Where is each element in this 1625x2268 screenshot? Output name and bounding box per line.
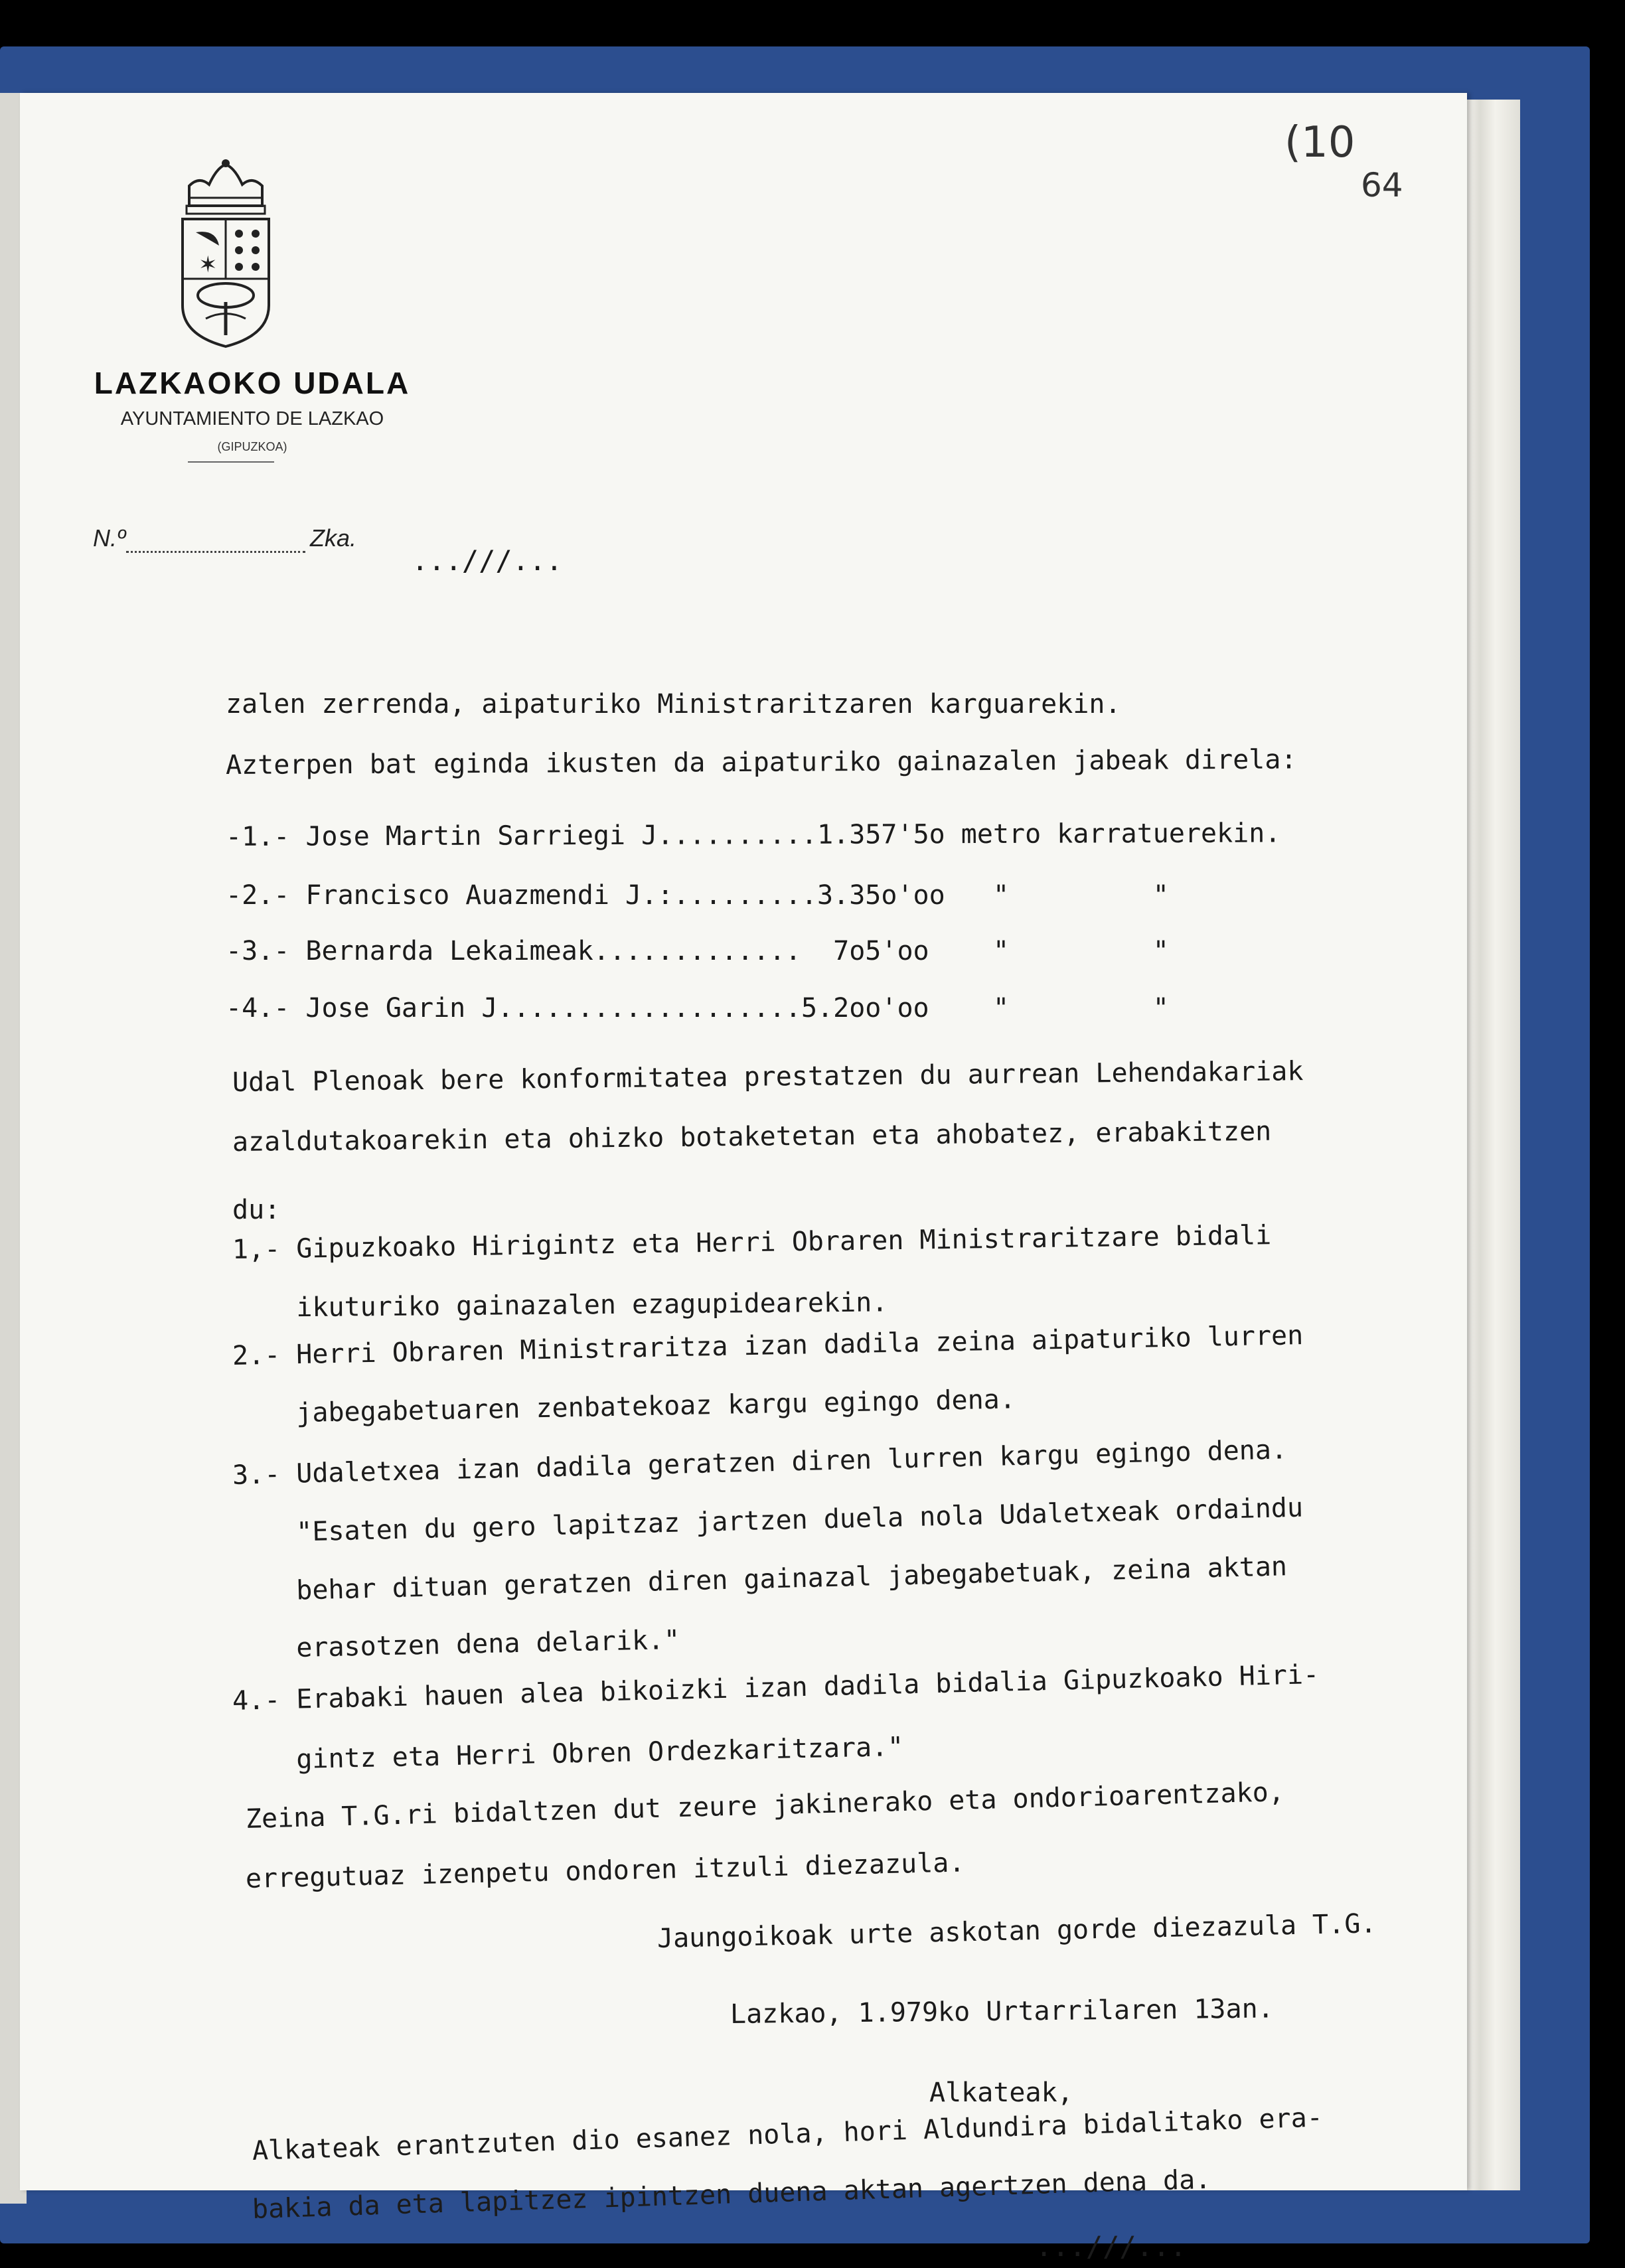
text-line: erasotzen dena delarik." — [232, 1624, 680, 1665]
text-line: bakia da eta lapitzez ipintzen duena aktan agertzen dena da. — [252, 2164, 1211, 2225]
letterhead-subtitle: AYUNTAMIENTO DE LAZKAO — [120, 408, 384, 429]
text-line: 3.- Udaletxea izan dadila geratzen diren lurren kargu egingo dena. — [232, 1434, 1288, 1491]
svg-text:✶: ✶ — [198, 252, 218, 278]
page-number: 64 — [1361, 166, 1403, 204]
text-line: -2.- Francisco Auazmendi J.:.........3.35o'oo " " — [226, 880, 1169, 911]
handwritten-annotation: (10 — [1284, 118, 1355, 167]
text-line: 1,- Gipuzkoako Hirigintz eta Herri Obraren Ministraritzare bidali — [232, 1220, 1272, 1265]
text-line: -1.- Jose Martin Sarriegi J..........1.357'5o metro karratuerekin. — [225, 818, 1281, 852]
document-page — [20, 93, 1467, 2263]
zka-label: Zka. — [310, 524, 357, 552]
letterhead-province: (GIPUZKOA) — [217, 440, 287, 453]
text-line: gintz eta Herri Obren Ordezkaritzara." — [232, 1731, 904, 1776]
text-line: 2.- Herri Obraren Ministraritza izan dadila zeina aipaturiko lurren — [232, 1320, 1304, 1371]
text-line: erregutuaz izenpetu ondoren itzuli diezazula. — [245, 1847, 965, 1894]
text-line: "Esaten du gero lapitzaz jartzen duela nola Udaletxeak ordaindu — [232, 1492, 1304, 1549]
text-line: du: — [232, 1195, 281, 1225]
text-line: 4.- Erabaki hauen alea bikoizki izan dadila bidalia Gipuzkoako Hiri- — [232, 1659, 1320, 1716]
text-line: Lazkao, 1.979ko Urtarrilaren 13an. — [730, 1993, 1274, 2030]
number-field-dots — [126, 551, 305, 553]
coat-of-arms-icon — [169, 159, 282, 348]
continuation-mark-top: ...///... — [412, 544, 563, 577]
text-line: Alkateak, — [929, 2078, 1073, 2108]
text-line: Jaungoikoak urte askotan gorde diezazula T.G. — [657, 1908, 1377, 1954]
text-line: zalen zerrenda, aipaturiko Ministraritzaren karguarekin. — [226, 689, 1121, 719]
text-line: ikuturiko gainazalen ezagupidearekin. — [232, 1287, 888, 1323]
letterhead-divider — [188, 461, 274, 463]
number-label: N.º — [93, 524, 126, 552]
text-line: Zeina T.G.ri bidaltzen dut zeure jakinerako eta ondorioarentzako, — [245, 1777, 1285, 1835]
text-line: Alkateak erantzuten dio esanez nola, hori Aldundira bidalitako era- — [252, 2102, 1324, 2166]
continuation-mark-bottom: ...///... — [1036, 2230, 1187, 2263]
text-line: behar dituan geratzen diren gainazal jabegabetuak, zeina aktan — [232, 1551, 1288, 1608]
text-line: azaldutakoarekin eta ohizko botaketetan eta ahobatez, erabakitzen — [232, 1116, 1272, 1158]
letterhead-title: LAZKAOKO UDALA — [94, 366, 411, 400]
text-line: Azterpen bat eginda ikusten da aipaturiko gainazalen jabeak direla: — [225, 744, 1297, 781]
text-line: -3.- Bernarda Lekaimeak............. 7o5'oo " " — [226, 936, 1169, 966]
text-line: jabegabetuaren zenbatekoaz kargu egingo dena. — [232, 1384, 1016, 1430]
text-line: Udal Plenoak bere konformitatea prestatzen du aurrean Lehendakariak — [232, 1056, 1304, 1098]
text-line: -4.- Jose Garin J...................5.2oo'oo " " — [226, 993, 1169, 1023]
